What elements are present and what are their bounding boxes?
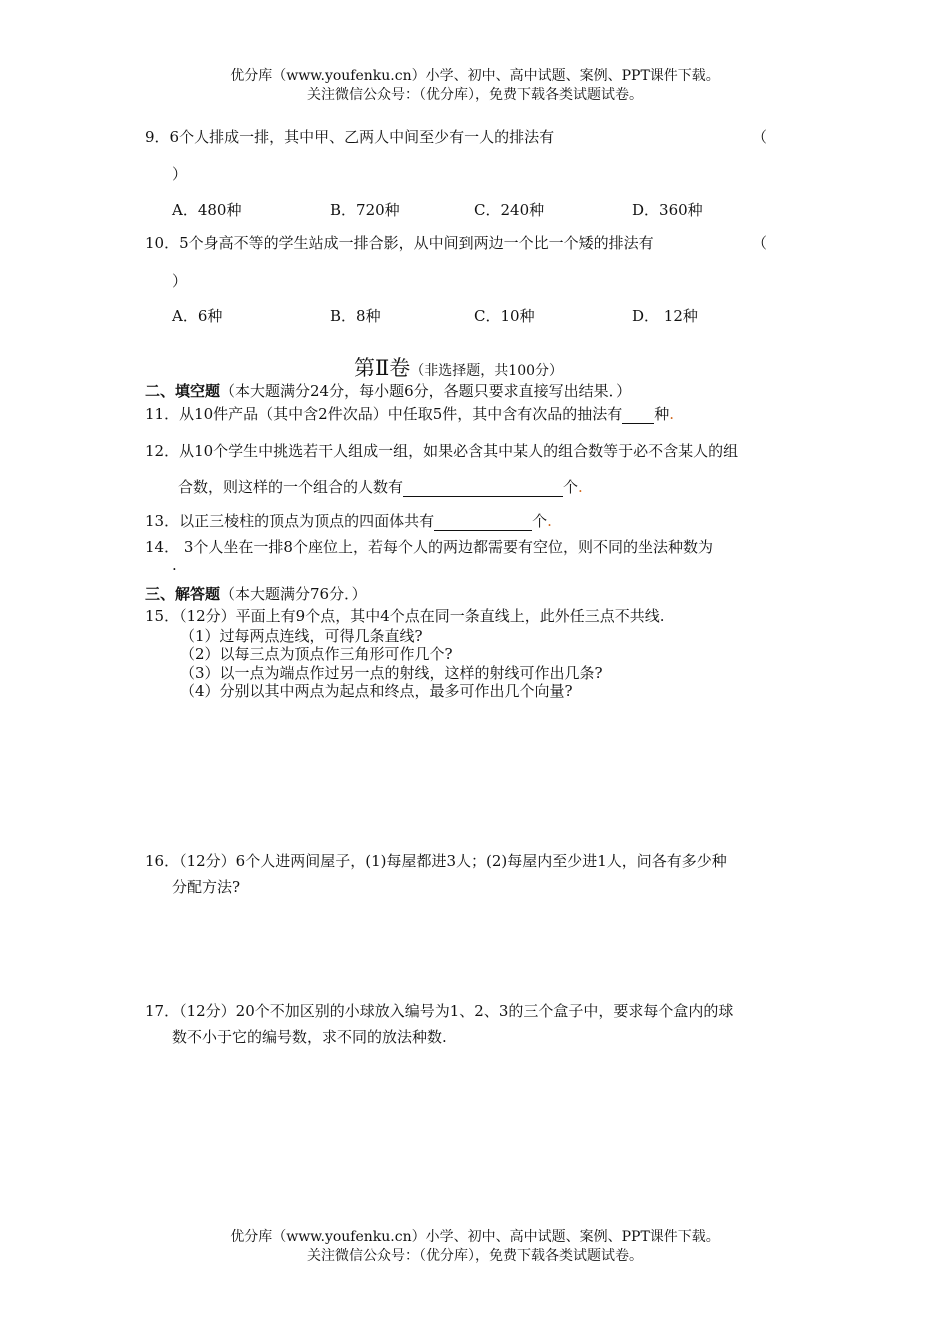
q9-option-a: A．480种 (172, 201, 242, 219)
q16-line2: 分配方法? (172, 878, 241, 896)
section3-note: （本大题满分76分．） (220, 585, 367, 603)
q9-paren-open: （ (752, 128, 768, 146)
q10-paren-open: （ (752, 234, 768, 252)
q13-answer-blank[interactable] (434, 515, 532, 531)
q10-paren-close: ） (172, 272, 188, 290)
q11-answer-blank[interactable] (622, 408, 654, 424)
q11-dot: . (669, 405, 675, 423)
q16-line1: 16．（12分）6个人进两间屋子，(1)每屋都进3人；(2)每屋内至少进1人，问各有多少种 (145, 852, 727, 870)
section2-heading (145, 380, 631, 401)
q11 (145, 403, 674, 424)
q9-paren-close: ） (172, 165, 188, 183)
q17-line1: 17．（12分）20个不加区别的小球放入编号为1、2、3的三个盒子中，要求每个盒内的球 (145, 1002, 734, 1020)
q15-sub-2: （2）以每三点为顶点作三角形可作几个? (180, 645, 453, 663)
section2-title: 二、填空题 (145, 382, 221, 400)
q12-line1: 12．从10个学生中挑选若干人组成一组，如果必含其中某人的组合数等于必不含某人的组 (145, 442, 739, 460)
q13 (145, 510, 552, 531)
q15-sub-3: （3）以一点为端点作过另一点的射线，这样的射线可作出几条? (180, 664, 603, 682)
q9-option-c: C．240种 (474, 201, 545, 219)
q13-dot: . (547, 512, 552, 530)
q10-option-d: D． 12种 (632, 307, 698, 325)
q10-option-a: A．6种 (172, 307, 223, 325)
q15-stem: 15．（12分）平面上有9个点，其中4个点在同一条直线上，此外任三点不共线. (145, 607, 665, 625)
q9-stem: 9．6个人排成一排，其中甲、乙两人中间至少有一人的排法有 (145, 128, 555, 146)
q10-option-b: B．8种 (330, 307, 381, 325)
q15-sub-1: （1）过每两点连线，可得几条直线? (180, 627, 423, 645)
q12-answer-blank[interactable] (403, 481, 563, 497)
q17-line2: 数不小于它的编号数，求不同的放法种数. (172, 1028, 447, 1046)
part2-subtitle: （非选择题，共100分） (410, 363, 564, 379)
section3-title: 三、解答题 (145, 585, 221, 603)
q10-stem: 10．5个身高不等的学生站成一排合影，从中间到两边一个比一个矮的排法有 (145, 234, 654, 252)
part2-title (354, 352, 563, 382)
q13-text-a: 13．以正三棱柱的顶点为顶点的四面体共有 (145, 512, 435, 530)
footer-line-1: 优分库（www.youfenku.cn）小学、初中、高中试题、案例、PPT课件下载。 (230, 1229, 720, 1245)
q13-text-b: 个 (532, 512, 548, 530)
header-line-1: 优分库（www.youfenku.cn）小学、初中、高中试题、案例、PPT课件下载。 (230, 68, 720, 84)
q12-line2 (178, 476, 583, 497)
q11-text-b: 种 (654, 405, 670, 423)
q12-text-a: 合数，则这样的一个组合的人数有 (178, 478, 404, 496)
q14-line1: 14． 3个人坐在一排8个座位上，若每个人的两边都需要有空位，则不同的坐法种数为 (145, 538, 713, 556)
q9-option-b: B．720种 (330, 201, 400, 219)
q15-sub-4: （4）分别以其中两点为起点和终点，最多可作出几个向量? (180, 682, 573, 700)
q14-line2: . (172, 556, 177, 574)
q12-text-b: 个 (563, 478, 579, 496)
q9-option-d: D．360种 (632, 201, 703, 219)
q11-text-a: 11．从10件产品（其中含2件次品）中任取5件，其中含有次品的抽法有 (145, 405, 623, 423)
part2-title-text: 第Ⅱ卷 (354, 356, 411, 380)
section2-note: （本大题满分24分，每小题6分，各题只要求直接写出结果．） (220, 382, 632, 400)
footer-line-2: 关注微信公众号：（优分库），免费下载各类试题试卷。 (307, 1248, 643, 1264)
q12-dot: . (578, 478, 583, 496)
header-line-2: 关注微信公众号：（优分库），免费下载各类试题试卷。 (307, 87, 643, 103)
q10-option-c: C．10种 (474, 307, 535, 325)
section3-heading (145, 583, 367, 604)
